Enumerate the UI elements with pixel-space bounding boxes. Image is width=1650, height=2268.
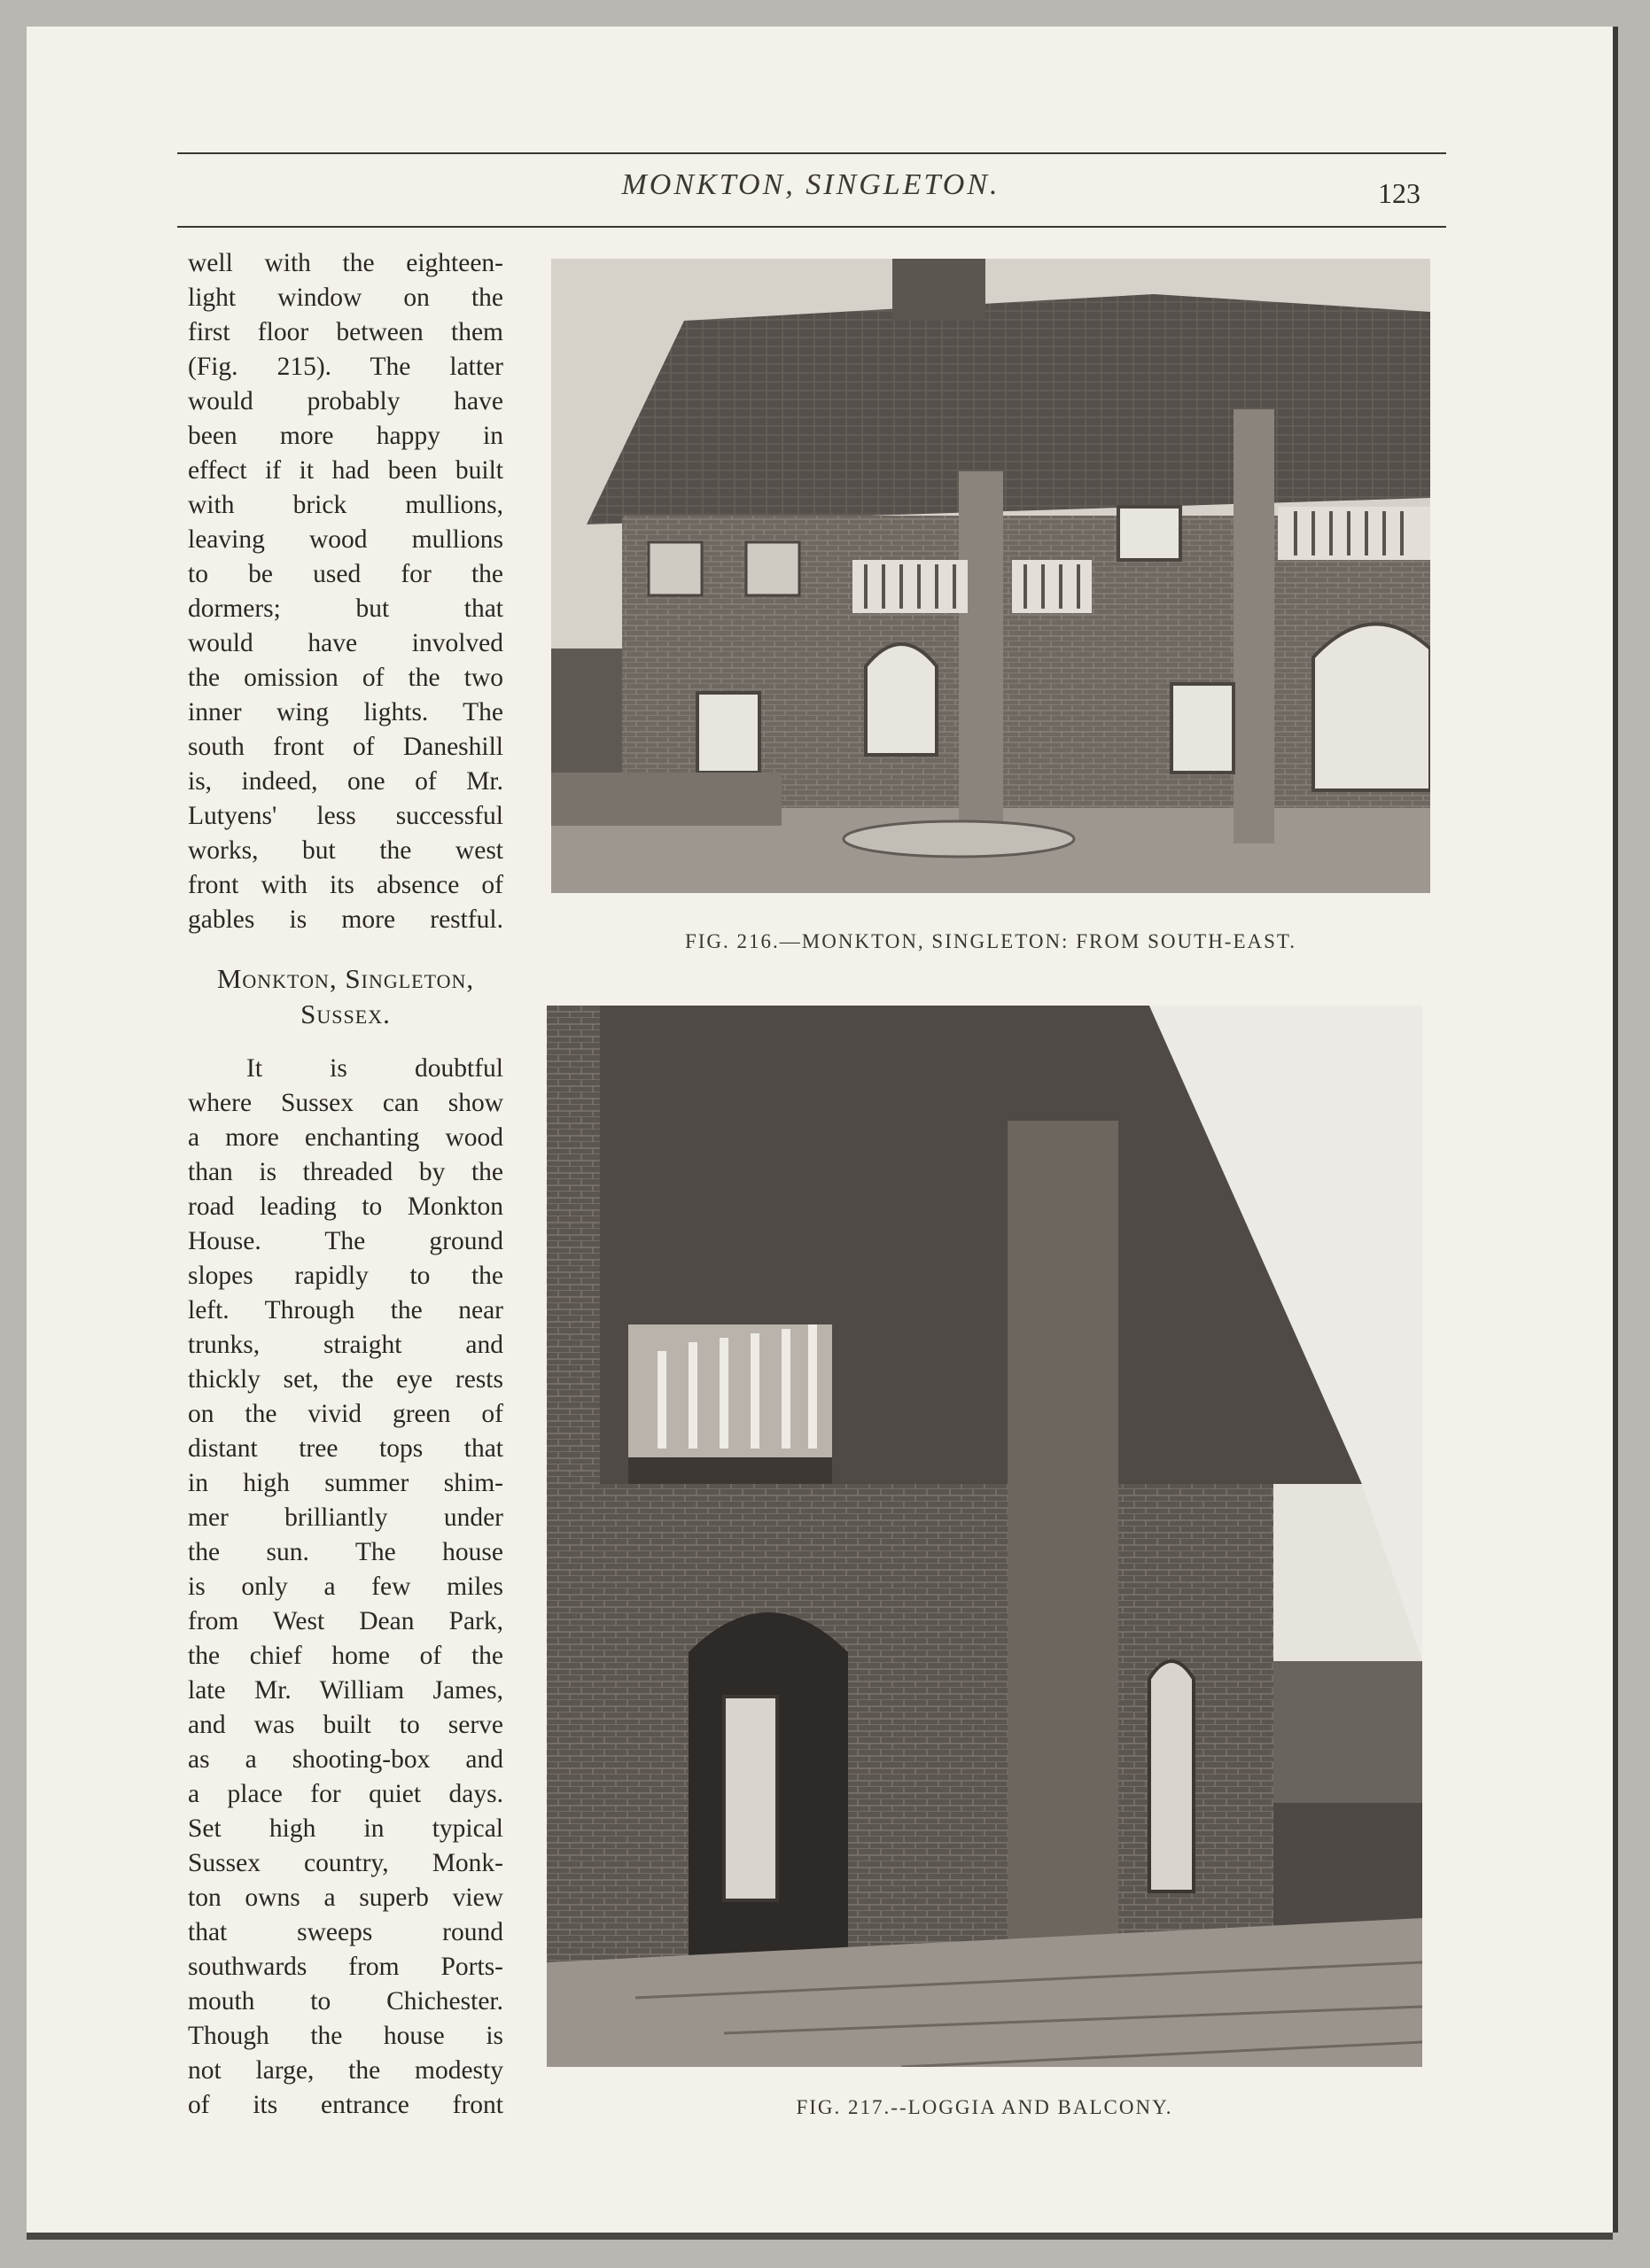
loggia-illustration	[547, 1006, 1422, 2067]
text-line: a place for quiet days.	[188, 1780, 503, 1808]
text-line: a more enchanting wood	[188, 1123, 503, 1152]
text-line: Set high in typical	[188, 1814, 503, 1843]
text-line: would probably have	[188, 387, 503, 416]
text-line: where Sussex can show	[188, 1089, 503, 1117]
text-line: light window on the	[188, 284, 503, 312]
text-line: dormers; but that	[188, 594, 503, 623]
text-line: slopes rapidly to the	[188, 1262, 503, 1290]
text-line: would have involved	[188, 629, 503, 657]
text-line: southwards from Ports-	[188, 1953, 503, 1981]
text-line: effect if it had been built	[188, 456, 503, 485]
text-line: not large, the modesty	[188, 2056, 503, 2085]
text-line: mer brilliantly under	[188, 1503, 503, 1532]
text-line: leaving wood mullions	[188, 525, 503, 554]
text-line: front with its absence of	[188, 871, 503, 899]
text-line: ton owns a superb view	[188, 1884, 503, 1912]
section-heading-line1: Monkton, Singleton,	[216, 963, 475, 994]
text-line: on the vivid green of	[188, 1400, 503, 1428]
house-illustration	[551, 259, 1430, 893]
text-line: the omission of the two	[188, 664, 503, 692]
text-line: Sussex country, Monk-	[188, 1849, 503, 1877]
text-line: thickly set, the eye rests	[188, 1365, 503, 1394]
text-line: (Fig. 215). The latter	[188, 353, 503, 381]
text-line: road leading to Monkton	[188, 1192, 503, 1221]
body-text-top	[188, 246, 503, 937]
text-line: in high summer shim-	[188, 1469, 503, 1497]
page-number: 123	[1378, 177, 1420, 209]
text-line: is, indeed, one of Mr.	[188, 767, 503, 796]
text-line: inner wing lights. The	[188, 698, 503, 726]
text-line: south front of Daneshill	[188, 733, 503, 761]
body-text-bottom	[188, 1052, 503, 2123]
text-line: Lutyens' less successful	[188, 802, 503, 830]
text-line: works, but the west	[188, 836, 503, 865]
text-line: distant tree tops that	[188, 1434, 503, 1463]
text-line: the sun. The house	[188, 1538, 503, 1566]
text-line: well with the eighteen-	[188, 249, 503, 277]
text-line: mouth to Chichester.	[188, 1987, 503, 2016]
text-line: late Mr. William James,	[188, 1676, 503, 1705]
text-line: trunks, straight and	[188, 1331, 503, 1359]
photo-loggia-balcony	[547, 1006, 1422, 2067]
header-rule-top	[177, 152, 1446, 154]
text-line: of its entrance front	[188, 2091, 503, 2119]
running-title: MONKTON, SINGLETON.	[621, 168, 1000, 201]
section-heading-line2: Sussex.	[300, 998, 391, 1029]
text-line: first floor between them	[188, 318, 503, 346]
text-line: been more happy in	[188, 422, 503, 450]
text-line: than is threaded by the	[188, 1158, 503, 1186]
text-line: is only a few miles	[188, 1573, 503, 1601]
photo-house-south-east	[551, 259, 1430, 893]
text-line: It is doubtful	[246, 1054, 503, 1083]
text-line: as a shooting-box and	[188, 1745, 503, 1774]
caption-fig217: FIG. 217.--LOGGIA AND BALCONY.	[796, 2096, 1173, 2118]
header-rule-bottom	[177, 226, 1446, 228]
text-line: from West Dean Park,	[188, 1607, 503, 1635]
text-line: with brick mullions,	[188, 491, 503, 519]
text-line: gables is more restful.	[188, 905, 503, 934]
text-line: to be used for the	[188, 560, 503, 588]
caption-fig216: FIG. 216.—MONKTON, SINGLETON: FROM SOUTH-EAST.	[684, 930, 1297, 952]
text-line: and was built to serve	[188, 1711, 503, 1739]
text-line: left. Through the near	[188, 1296, 503, 1324]
text-line: the chief home of the	[188, 1642, 503, 1670]
text-line: House. The ground	[188, 1227, 503, 1255]
text-line: Though the house is	[188, 2022, 503, 2050]
text-line: that sweeps round	[188, 1918, 503, 1946]
section-heading	[188, 961, 503, 1032]
